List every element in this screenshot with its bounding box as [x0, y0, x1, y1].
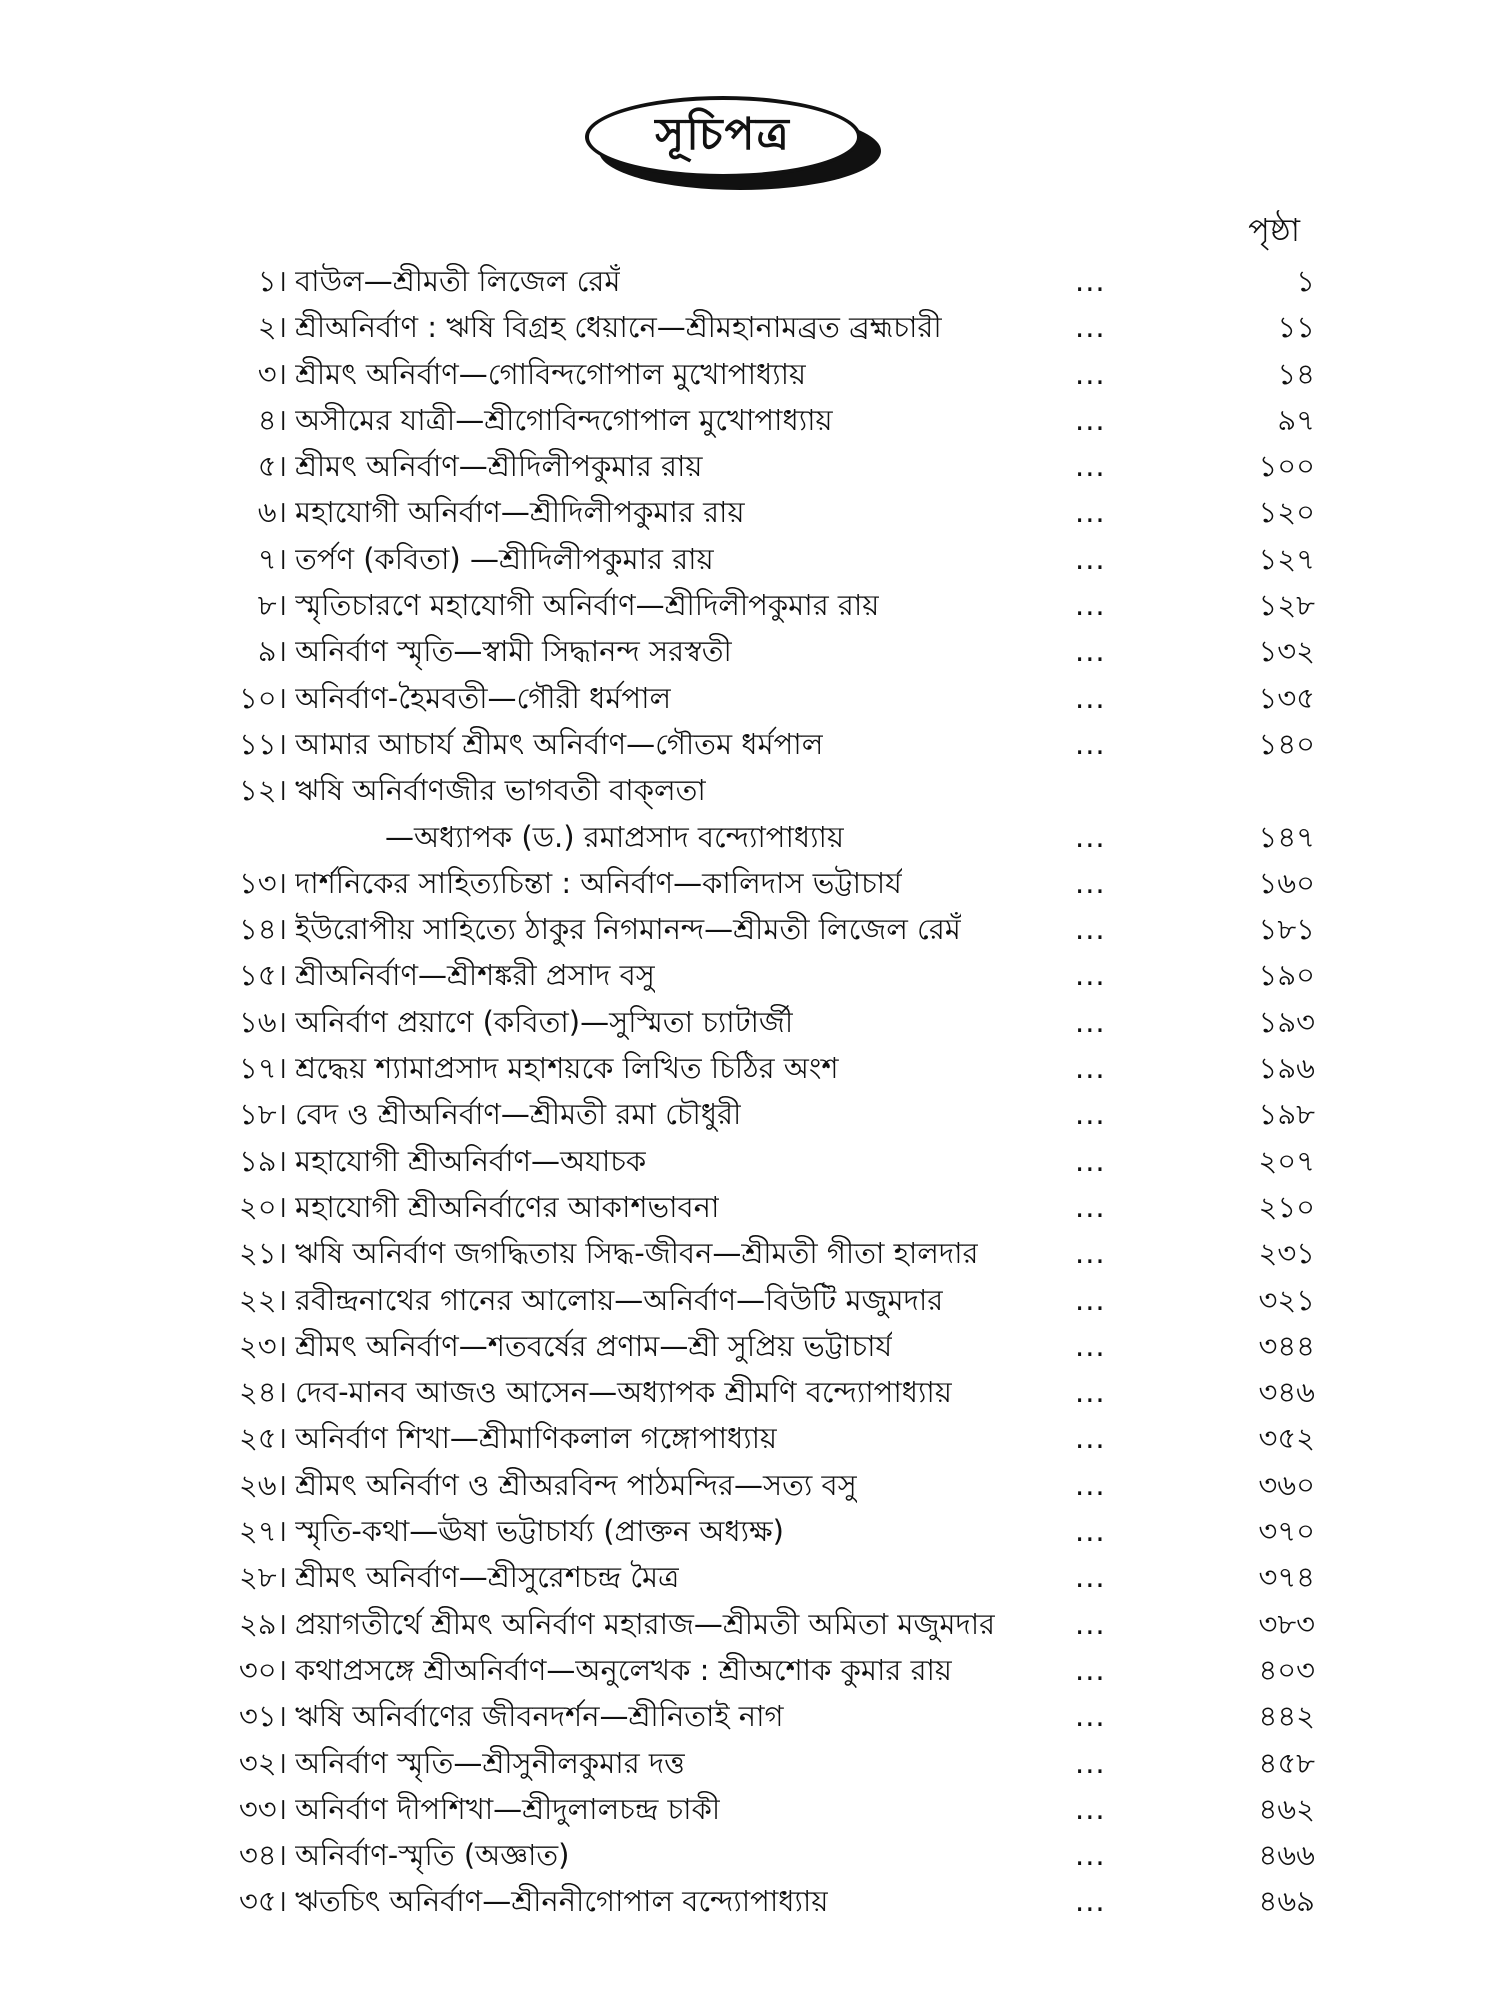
entry-number: ২৫।: [238, 1421, 287, 1456]
entry-page-number: ৩৮৩: [1258, 1606, 1315, 1641]
entry-page-number: ৯৭: [1277, 402, 1315, 437]
entry-title: অনির্বাণ-হৈমবতী—গৌরী ধর্মপাল: [295, 680, 672, 715]
entry-page-number: ৪৫৮: [1258, 1745, 1315, 1780]
entry-number: ২।: [257, 310, 287, 345]
toc-entry: [205, 860, 1315, 906]
entry-number: ১৯।: [238, 1143, 287, 1178]
entry-title: শ্রীমৎ অনির্বাণ—গোবিন্দগোপাল মুখোপাধ্যায়: [295, 356, 807, 391]
leader-dots: ...: [1075, 912, 1106, 947]
entry-title: শ্রীমৎ অনির্বাণ—শ্রীসুরেশচন্দ্র মৈত্র: [295, 1560, 680, 1595]
entry-page-number: ২০৭: [1258, 1143, 1315, 1178]
entry-title: শ্রীমৎ অনির্বাণ—শতবর্ষের প্রণাম—শ্রী সুপ্রিয় ভট্টাচার্য: [295, 1328, 893, 1363]
entry-title: আমার আচার্য শ্রীমৎ অনির্বাণ—গৌতম ধর্মপাল: [295, 726, 824, 761]
entry-title: অনির্বাণ প্রয়াণে (কবিতা)—সুস্মিতা চ্যাটার্জী: [295, 1004, 794, 1039]
entry-title: তর্পণ (কবিতা) —শ্রীদিলীপকুমার রায়: [295, 541, 714, 576]
toc-entry: [205, 582, 1315, 628]
entry-title: বেদ ও শ্রীঅনির্বাণ—শ্রীমতী রমা চৌধুরী: [295, 1097, 742, 1132]
toc-entry: [205, 1740, 1315, 1786]
toc-entry: [205, 1508, 1315, 1554]
entry-page-number: ১২৮: [1258, 588, 1315, 623]
leader-dots: ...: [1075, 1884, 1106, 1919]
leader-dots: ...: [1075, 495, 1106, 530]
toc-entry: [205, 1554, 1315, 1600]
entry-number: ১।: [257, 264, 287, 298]
toc-entry: [205, 1091, 1315, 1137]
leader-dots: ...: [1075, 1745, 1106, 1780]
entry-number: ২৭।: [238, 1514, 287, 1549]
page-title: সূচিপত্র: [655, 108, 791, 160]
entry-number: ৩।: [257, 356, 287, 391]
entry-author: —অধ্যাপক (ড.) রমাপ্রসাদ বন্দ্যোপাধ্যায়: [385, 819, 845, 854]
leader-dots: ...: [1075, 1652, 1106, 1687]
toc-entry: [205, 721, 1315, 767]
leader-dots: ...: [1075, 1004, 1106, 1039]
toc-entry: [205, 1045, 1315, 1091]
toc-entry: [205, 1369, 1315, 1415]
leader-dots: ...: [1075, 541, 1106, 576]
entry-page-number: ৪৬২: [1258, 1791, 1315, 1826]
leader-dots: ...: [1075, 958, 1106, 993]
entry-page-number: ৩৭০: [1258, 1514, 1315, 1549]
leader-dots: ...: [1075, 356, 1106, 391]
toc-entry: [205, 675, 1315, 721]
entry-number: ৩০।: [238, 1652, 287, 1687]
toc-entry: [205, 906, 1315, 952]
toc-entry: [205, 397, 1315, 443]
entry-number: ৩৩।: [238, 1791, 287, 1826]
leader-dots: ...: [1075, 1189, 1106, 1224]
entry-page-number: ১৪০: [1258, 726, 1315, 761]
entry-title: শ্রীমৎ অনির্বাণ—শ্রীদিলীপকুমার রায়: [295, 449, 703, 484]
leader-dots: ...: [1075, 819, 1106, 854]
entry-page-number: ৩২১: [1258, 1282, 1315, 1317]
entry-page-number: ৪৬৬: [1258, 1838, 1315, 1873]
entry-page-number: ১৪৭: [1258, 819, 1315, 854]
entry-number: ১৮।: [238, 1097, 287, 1132]
toc-entry: [205, 1832, 1315, 1878]
entry-page-number: ১১: [1277, 310, 1315, 345]
entry-page-number: ৪৬৯: [1258, 1884, 1315, 1919]
toc-entry: [205, 489, 1315, 535]
toc-entry: [205, 1647, 1315, 1693]
leader-dots: ...: [1075, 1421, 1106, 1456]
leader-dots: ...: [1075, 310, 1106, 345]
title-oval: [585, 96, 861, 178]
leader-dots: ...: [1075, 402, 1106, 437]
leader-dots: ...: [1075, 1328, 1106, 1363]
entry-title: স্মৃতি-কথা—ঊষা ভট্টাচার্য্য (প্রাক্তন অধ্যক্ষ): [295, 1514, 784, 1549]
entry-number: ১২।: [238, 773, 287, 808]
entry-title: অনির্বাণ দীপশিখা—শ্রীদুলালচন্দ্র চাকী: [295, 1791, 721, 1826]
entry-page-number: ১: [1296, 264, 1315, 298]
toc-entry: [205, 628, 1315, 674]
toc-entry: [205, 304, 1315, 350]
entry-page-number: ১৯৬: [1258, 1051, 1315, 1086]
entry-title: দার্শনিকের সাহিত্যচিন্তা : অনির্বাণ—কালিদাস ভট্টাচার্য: [295, 865, 902, 900]
page-column-label: পৃষ্ঠা: [1248, 211, 1300, 249]
leader-dots: ...: [1075, 1699, 1106, 1734]
entry-title: স্মৃতিচারণে মহাযোগী অনির্বাণ—শ্রীদিলীপকুমার রায়: [295, 588, 880, 623]
entry-page-number: ১৩২: [1258, 634, 1315, 669]
entry-page-number: ৪৪২: [1258, 1699, 1315, 1734]
entry-number: ২০।: [238, 1189, 287, 1224]
entry-page-number: ১৬০: [1258, 865, 1315, 900]
entry-page-number: ১২০: [1258, 495, 1315, 530]
entry-title: শ্রদ্ধেয় শ্যামাপ্রসাদ মহাশয়কে লিখিত চিঠির অংশ: [295, 1051, 839, 1086]
toc-entry: [205, 1878, 1315, 1924]
entry-number: ৭।: [257, 541, 287, 576]
leader-dots: ...: [1075, 865, 1106, 900]
leader-dots: ...: [1075, 1236, 1106, 1271]
entry-title: ঋতচিৎ অনির্বাণ—শ্রীননীগোপাল বন্দ্যোপাধ্যায়: [295, 1884, 829, 1919]
toc-entry: [205, 1415, 1315, 1461]
leader-dots: ...: [1075, 1375, 1106, 1410]
entry-page-number: ৪০৩: [1258, 1652, 1315, 1687]
page-title-banner: [585, 90, 885, 200]
entry-title: প্রয়াগতীর্থে শ্রীমৎ অনির্বাণ মহারাজ—শ্রীমতী অমিতা মজুমদার: [295, 1606, 996, 1641]
leader-dots: ...: [1075, 1514, 1106, 1549]
entry-page-number: ৩৪৬: [1258, 1375, 1315, 1410]
toc-entry-continuation: [205, 814, 1315, 860]
entry-title: রবীন্দ্রনাথের গানের আলোয়—অনির্বাণ—বিউটি মজুমদার: [295, 1282, 944, 1317]
entry-number: ১৩।: [238, 865, 287, 900]
entry-title: ইউরোপীয় সাহিত্যে ঠাকুর নিগমানন্দ—শ্রীমতী লিজেল রেমঁ: [295, 912, 961, 947]
leader-dots: ...: [1075, 1282, 1106, 1317]
toc-entry: [205, 443, 1315, 489]
entry-page-number: ১৯০: [1258, 958, 1315, 993]
entry-title: অনির্বাণ স্মৃতি—স্বামী সিদ্ধানন্দ সরস্বতী: [295, 634, 732, 669]
entry-page-number: ২৩১: [1258, 1236, 1315, 1271]
entry-title: ঋষি অনির্বাণজীর ভাগবতী বাক্‌লতা: [295, 773, 706, 808]
leader-dots: ...: [1075, 634, 1106, 669]
entry-title: ঋষি অনির্বাণের জীবনদর্শন—শ্রীনিতাই নাগ: [295, 1699, 784, 1734]
entry-title: শ্রীমৎ অনির্বাণ ও শ্রীঅরবিন্দ পাঠমন্দির—সত্য বসু: [295, 1467, 857, 1502]
entry-number: ১৪।: [238, 912, 287, 947]
entry-number: ২১।: [238, 1236, 287, 1271]
entry-page-number: ১৮১: [1258, 912, 1315, 947]
entry-page-number: ৩৪৪: [1258, 1328, 1315, 1363]
entry-number: ১৭।: [238, 1051, 287, 1086]
entry-title: মহাযোগী শ্রীঅনির্বাণের আকাশভাবনা: [295, 1189, 720, 1224]
leader-dots: ...: [1075, 1143, 1106, 1178]
entry-page-number: ১৯৩: [1258, 1004, 1315, 1039]
entry-page-number: ১০০: [1258, 449, 1315, 484]
entry-page-number: ১২৭: [1258, 541, 1315, 576]
toc-entry: [205, 1277, 1315, 1323]
leader-dots: ...: [1075, 1606, 1106, 1641]
entry-number: ৫।: [257, 449, 287, 484]
entry-number: ৩৫।: [238, 1884, 287, 1919]
entry-page-number: ৩৬০: [1258, 1467, 1315, 1502]
entry-number: ৮।: [257, 588, 287, 623]
entry-number: ৯।: [257, 634, 287, 669]
leader-dots: ...: [1075, 588, 1106, 623]
entry-title: অনির্বাণ স্মৃতি—শ্রীসুনীলকুমার দত্ত: [295, 1745, 685, 1780]
toc-entry: [205, 767, 1315, 813]
entry-page-number: ১৪: [1277, 356, 1315, 391]
entry-number: ৩৪।: [238, 1838, 287, 1873]
leader-dots: ...: [1075, 264, 1106, 298]
toc-entry: [205, 1323, 1315, 1369]
leader-dots: ...: [1075, 1097, 1106, 1132]
entry-title: অনির্বাণ শিখা—শ্রীমাণিকলাল গঙ্গোপাধ্যায়: [295, 1421, 778, 1456]
toc-entry: [205, 1786, 1315, 1832]
entry-page-number: ৩৫২: [1258, 1421, 1315, 1456]
leader-dots: ...: [1075, 1467, 1106, 1502]
toc-entry: [205, 536, 1315, 582]
entry-number: ২৩।: [238, 1328, 287, 1363]
entry-number: ২৮।: [238, 1560, 287, 1595]
toc-entry: [205, 1138, 1315, 1184]
entry-number: ৬।: [257, 495, 287, 530]
entry-title: অসীমের যাত্রী—শ্রীগোবিন্দগোপাল মুখোপাধ্যায়: [295, 402, 833, 437]
entry-title: ঋষি অনির্বাণ জগদ্ধিতায় সিদ্ধ-জীবন—শ্রীমতী গীতা হালদার: [295, 1236, 979, 1271]
toc-entry: [205, 952, 1315, 998]
entry-title: দেব-মানব আজও আসেন—অধ্যাপক শ্রীমণি বন্দ্যোপাধ্যায়: [295, 1375, 952, 1410]
entry-number: ১১।: [238, 726, 287, 761]
toc-entry: [205, 258, 1315, 304]
entry-number: ৩১।: [238, 1699, 287, 1734]
toc-entry: [205, 999, 1315, 1045]
entry-title: শ্রীঅনির্বাণ—শ্রীশঙ্করী প্রসাদ বসু: [295, 958, 655, 993]
leader-dots: ...: [1075, 449, 1106, 484]
toc-entry: [205, 351, 1315, 397]
entry-number: ৩২।: [238, 1745, 287, 1780]
toc-entry: [205, 1184, 1315, 1230]
entry-title: কথাপ্রসঙ্গে শ্রীঅনির্বাণ—অনুলেখক : শ্রীঅশোক কুমার রায়: [295, 1652, 953, 1687]
entry-page-number: ৩৭৪: [1258, 1560, 1315, 1595]
entry-page-number: ১৩৫: [1258, 680, 1315, 715]
entry-number: ১৫।: [238, 958, 287, 993]
entry-title: বাউল—শ্রীমতী লিজেল রেমঁ: [295, 264, 621, 298]
entry-number: ২৪।: [238, 1375, 287, 1410]
entry-title: অনির্বাণ-স্মৃতি (অজ্ঞাত): [295, 1838, 570, 1873]
table-of-contents: [205, 258, 1315, 1925]
leader-dots: ...: [1075, 1051, 1106, 1086]
toc-entry: [205, 1693, 1315, 1739]
entry-page-number: ১৯৮: [1258, 1097, 1315, 1132]
entry-title: শ্রীঅনির্বাণ : ঋষি বিগ্রহ ধেয়ানে—শ্রীমহানামব্রত ব্রহ্মচারী: [295, 310, 942, 345]
entry-page-number: ২১০: [1258, 1189, 1315, 1224]
toc-entry: [205, 1601, 1315, 1647]
leader-dots: ...: [1075, 1560, 1106, 1595]
entry-number: ২৬।: [238, 1467, 287, 1502]
entry-number: ১০।: [238, 680, 287, 715]
entry-number: ২২।: [238, 1282, 287, 1317]
entry-number: ৪।: [257, 402, 287, 437]
leader-dots: ...: [1075, 726, 1106, 761]
entry-number: ২৯।: [238, 1606, 287, 1641]
entry-title: মহাযোগী শ্রীঅনির্বাণ—অযাচক: [295, 1143, 647, 1178]
leader-dots: ...: [1075, 1791, 1106, 1826]
toc-entry: [205, 1462, 1315, 1508]
entry-number: ১৬।: [238, 1004, 287, 1039]
toc-entry: [205, 1230, 1315, 1276]
entry-title: মহাযোগী অনির্বাণ—শ্রীদিলীপকুমার রায়: [295, 495, 745, 530]
leader-dots: ...: [1075, 680, 1106, 715]
leader-dots: ...: [1075, 1838, 1106, 1873]
